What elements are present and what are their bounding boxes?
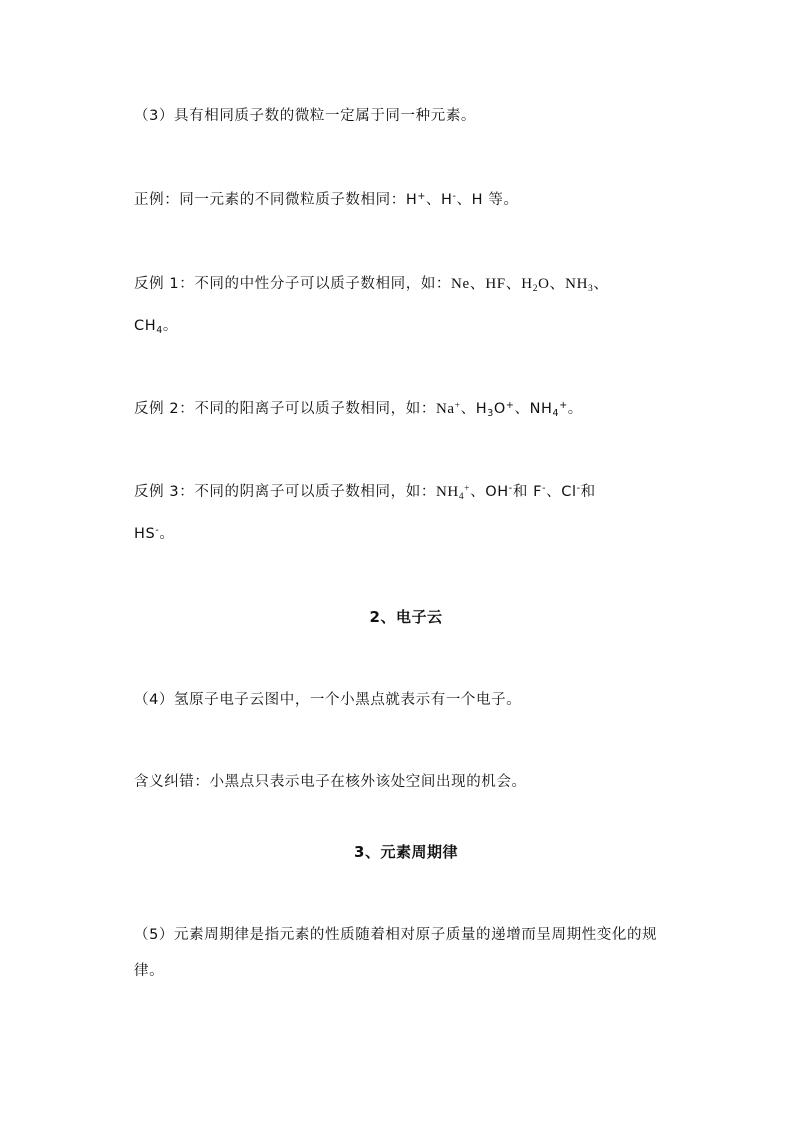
counter-example-1 <box>134 274 609 294</box>
counter-example-3: 反例 3：不同的阴离子可以质子数相同，如：$NH_4^+$、OH-和 F-、Cl-和 <box>134 483 596 502</box>
counter-example-3-label: 反例 3：不同的阴离子可以质子数相同，如： <box>134 484 436 500</box>
paragraph-4-correction <box>134 772 527 792</box>
paragraph-3 <box>134 106 476 126</box>
counter-example-2: 反例 2：不同的阳离子可以质子数相同，如：Na+、$H_3O^+$、$NH_4^+$。 <box>134 400 583 419</box>
positive-example: 正例：同一元素的不同微粒质子数相同：H+、H-、H 等。 <box>134 191 519 208</box>
section-heading-periodic-law: 3、元素周期律 <box>354 843 458 861</box>
formula-ch4: $CH_4$ <box>134 318 163 336</box>
counter-example-1-label: 反例 1：不同的中性分子可以质子数相同，如： <box>134 276 452 292</box>
counter-example-3-cont: HS-。 <box>134 525 175 542</box>
formula-na-plus: Na+ <box>435 401 461 417</box>
formula-h3o-plus: $H_3O^+$ <box>475 400 515 419</box>
counter-example-1-cont: $CH_4$。 <box>134 318 178 336</box>
positive-example-label: 正例：同一元素的不同微粒质子数相同： <box>134 192 406 208</box>
formula-h-plus: H+ <box>405 191 426 208</box>
formula-hs-minus: HS- <box>134 525 160 542</box>
formula-nh4-plus: $NH_4^+$ <box>529 400 568 419</box>
statement-5-line-2: 律。 <box>134 963 165 979</box>
statement-3: （3）具有相同质子数的微粒一定属于同一种元素。 <box>134 108 477 124</box>
formula-h: H 等。 <box>471 192 519 208</box>
statement-4: （4）氢原子电子云图中，一个小黑点就表示有一个电子。 <box>134 692 522 708</box>
correction-4: 含义纠错：小黑点只表示电子在核外该处空间出现的机会。 <box>134 774 527 790</box>
paragraph-4 <box>134 690 521 710</box>
section-heading-electron-cloud: 2、电子云 <box>369 608 443 626</box>
formula-h-minus: H- <box>441 191 457 208</box>
statement-5-line-1: （5）元素周期律是指元素的性质随着相对原子质量的递增而呈周期性变化的规 <box>134 927 658 943</box>
formula-cl-minus: Cl- <box>561 483 581 500</box>
paragraph-5-cont <box>134 961 164 981</box>
formula-f-minus: F- <box>533 483 547 500</box>
counter-example-2-label: 反例 2：不同的阳离子可以质子数相同，如： <box>134 401 436 417</box>
formula-oh-minus: OH- <box>485 483 513 500</box>
molecule-list: Ne、HF、$H_2O$、$NH_3$、 <box>451 276 609 294</box>
paragraph-5 <box>134 925 657 945</box>
formula-nh4-plus-2: $NH_4^+$ <box>435 484 471 502</box>
